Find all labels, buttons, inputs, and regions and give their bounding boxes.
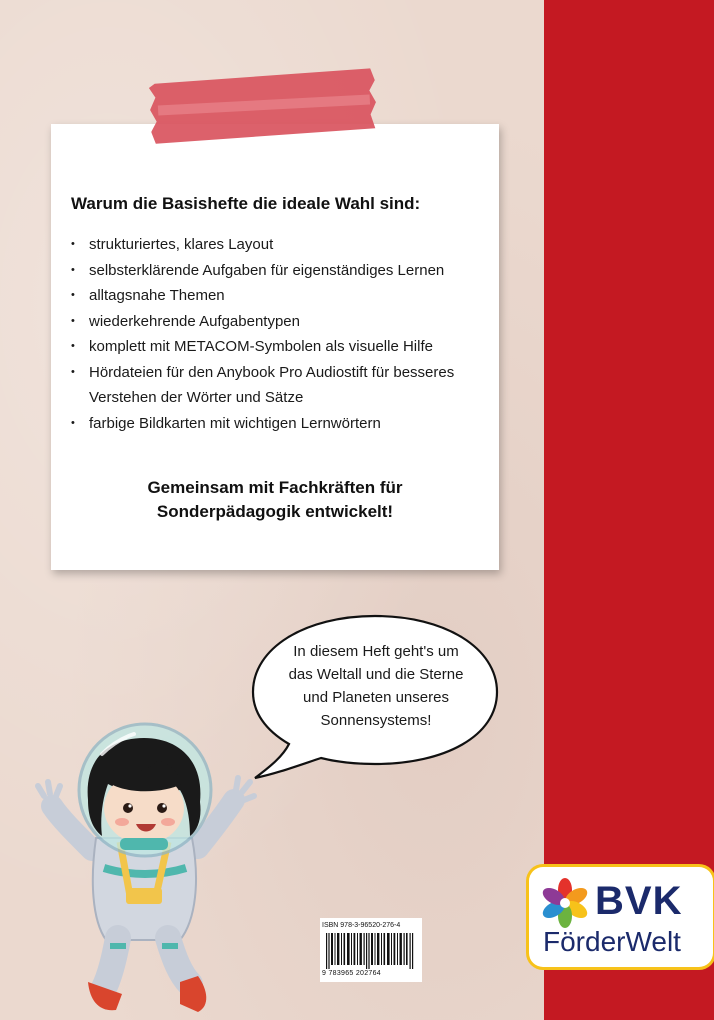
card-title: Warum die Basishefte die ideale Wahl sind: bbox=[71, 194, 421, 213]
list-item: • strukturiertes, klares Layout bbox=[71, 232, 491, 258]
list-item: • wiederkehrende Aufgabentypen bbox=[71, 309, 491, 335]
closing-statement bbox=[51, 476, 499, 524]
feature-list bbox=[71, 232, 491, 436]
list-item: • alltagsnahe Themen bbox=[71, 283, 491, 309]
publisher-logo bbox=[529, 867, 713, 967]
speech-line-4: Sonnensystems! bbox=[320, 712, 432, 729]
speech-text bbox=[262, 640, 490, 732]
closing-line-2: Sonderpädagogik entwickelt! bbox=[156, 502, 394, 521]
speech-line-1: In diesem Heft geht's um bbox=[293, 643, 459, 660]
tape-strip bbox=[148, 66, 379, 146]
closing-line-1: Gemeinsam mit Fachkräften für bbox=[147, 478, 403, 497]
list-item: • Hördateien für den Anybook Pro Audiostift für besseres Verstehen der Wörter und Sätze bbox=[71, 360, 491, 411]
list-item: • farbige Bildkarten mit wichtigen Lernwörtern bbox=[71, 411, 491, 437]
astronaut-illustration bbox=[30, 720, 260, 1020]
logo-brand: BVK bbox=[595, 879, 683, 923]
speech-line-3: und Planeten unseres bbox=[303, 689, 449, 706]
flower-icon bbox=[539, 877, 591, 929]
list-item: • komplett mit METACOM-Symbolen als visuelle Hilfe bbox=[71, 334, 491, 360]
barcode-label bbox=[320, 918, 422, 982]
barcode-number: 9 783965 202764 bbox=[322, 970, 381, 977]
logo-subtitle: FörderWelt bbox=[543, 926, 681, 957]
info-card bbox=[51, 124, 499, 570]
list-item: • selbsterklärende Aufgaben für eigenständiges Lernen bbox=[71, 258, 491, 284]
barcode-icon bbox=[326, 933, 416, 969]
speech-line-2: das Weltall und die Sterne bbox=[288, 666, 464, 683]
isbn-text: ISBN 978-3-96520-276-4 bbox=[322, 922, 401, 929]
